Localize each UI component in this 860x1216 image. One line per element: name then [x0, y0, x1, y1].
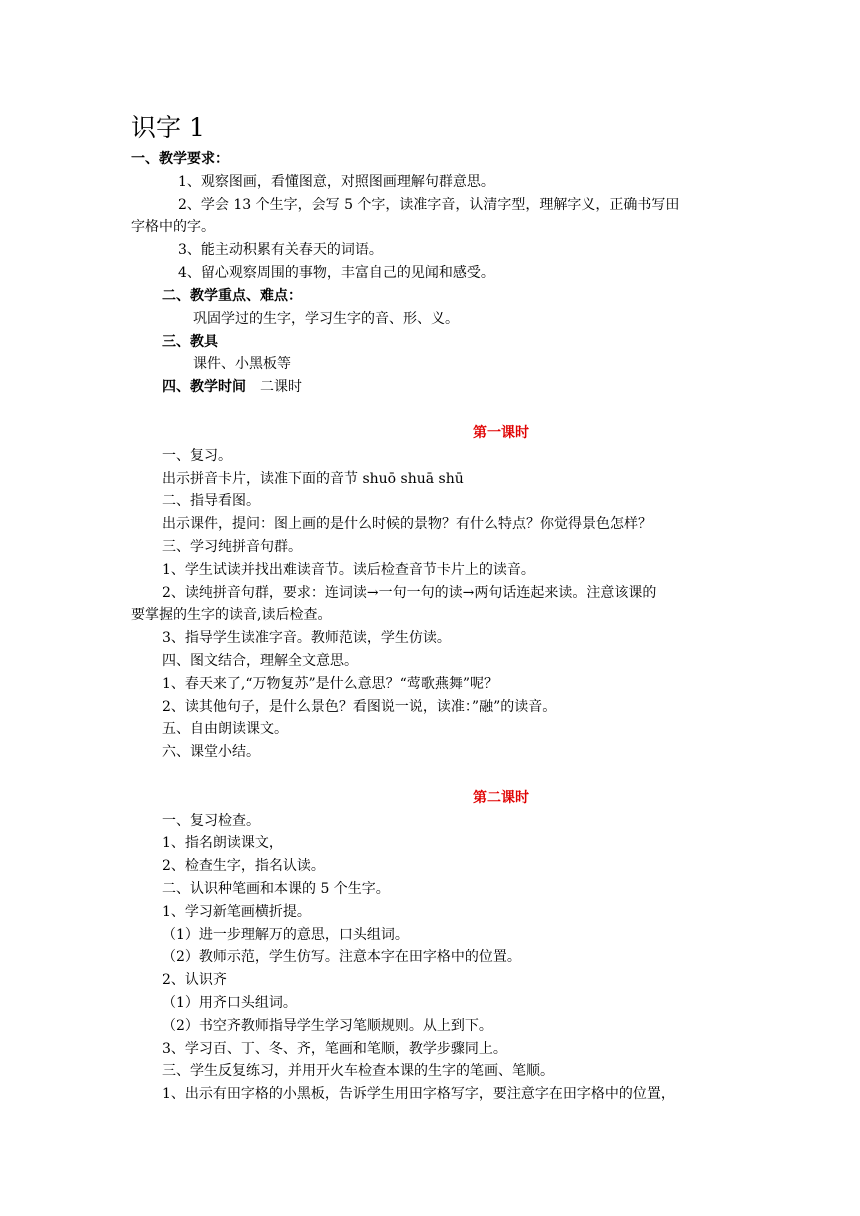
lesson2-line: 3、学习百、丁、冬、齐，笔画和笔顺，教学步骤同上。: [162, 1041, 507, 1057]
section-requirements-heading: 一、教学要求：: [131, 151, 229, 167]
lesson1-line: 三、学习纯拼音句群。: [162, 539, 302, 555]
lesson2-line: 1、指名朗读课文，: [162, 835, 283, 851]
lesson2-line: 1、出示有田字格的小黑板，告诉学生用田字格写字，要注意字在田字格中的位置，: [162, 1086, 675, 1102]
lesson2-title: 第二课时: [473, 790, 529, 806]
lesson1-line: 1、春天来了,“万物复苏”是什么意思？“莺歌燕舞”呢？: [162, 676, 498, 692]
section-time: [162, 376, 302, 398]
lesson1-line: 1、学生试读并找出难读音节。读后检查音节卡片上的读音。: [162, 562, 535, 578]
page-title: 识字 1: [131, 113, 205, 142]
lesson1-line: 五、自由朗读课文。: [162, 721, 288, 737]
section-time-heading: 四、教学时间: [162, 379, 246, 395]
section-keypoints-body: 巩固学过的生字，学习生字的音、形、义。: [193, 311, 459, 327]
lesson2-line: （1）用齐口头组词。: [162, 995, 297, 1011]
lesson2-line: 三、学生反复练习，并用开火车检查本课的生字的笔画、笔顺。: [162, 1063, 554, 1079]
section-tools-heading: 三、教具: [162, 334, 218, 350]
requirement-item-continued: 字格中的字。: [131, 219, 215, 235]
lesson2-line: 1、学习新笔画横折提。: [162, 904, 311, 920]
lesson2-line: （2）教师示范，学生仿写。注意本字在田字格中的位置。: [162, 949, 521, 965]
lesson1-line-continued: 要掌握的生字的读音,读后检查。: [131, 607, 332, 623]
lesson1-line: 二、指导看图。: [162, 493, 260, 509]
lesson1-line: 六、课堂小结。: [162, 744, 260, 760]
lesson2-line: 2、认识齐: [162, 972, 227, 988]
lesson2-line: （2）书空齐教师指导学生学习笔顺规则。从上到下。: [162, 1018, 493, 1034]
requirement-item: 4、留心观察周围的事物，丰富自己的见闻和感受。: [178, 265, 495, 281]
lesson2-line: 二、认识种笔画和本课的 5 个生字。: [162, 881, 390, 897]
section-tools-body: 课件、小黑板等: [193, 356, 291, 372]
lesson1-line: 出示拼音卡片，读准下面的音节 shuō shuā shū: [162, 471, 464, 487]
lesson1-line: 3、指导学生读准字音。教师范读，学生仿读。: [162, 630, 451, 646]
requirement-item: 3、能主动积累有关春天的词语。: [178, 242, 383, 258]
lesson1-line: 2、读其他句子，是什么景色？看图说一说，读准：”融”的读音。: [162, 699, 557, 715]
requirement-item: 2、学会 13 个生字，会写 5 个字，读准字音，认清字型，理解字义，正确书写田: [178, 197, 680, 213]
section-keypoints-heading: 二、教学重点、难点：: [162, 288, 302, 304]
lesson2-line: （1）进一步理解万的意思，口头组词。: [162, 927, 409, 943]
lesson1-line: 四、图文结合，理解全文意思。: [162, 653, 358, 669]
requirement-item: 1、观察图画，看懂图意，对照图画理解句群意思。: [178, 174, 495, 190]
lesson1-line: 2、读纯拼音句群，要求：连词读→一句一句的读→两句话连起来读。注意该课的: [162, 585, 657, 601]
lesson1-line: 出示课件，提问：图上画的是什么时候的景物？有什么特点？你觉得景色怎样？: [162, 516, 652, 532]
section-time-value: 二课时: [260, 379, 302, 395]
lesson2-line: 2、检查生字，指名认读。: [162, 858, 325, 874]
lesson2-line: 一、复习检查。: [162, 813, 260, 829]
lesson1-line: 一、复习。: [162, 448, 232, 464]
lesson1-title: 第一课时: [473, 425, 529, 441]
